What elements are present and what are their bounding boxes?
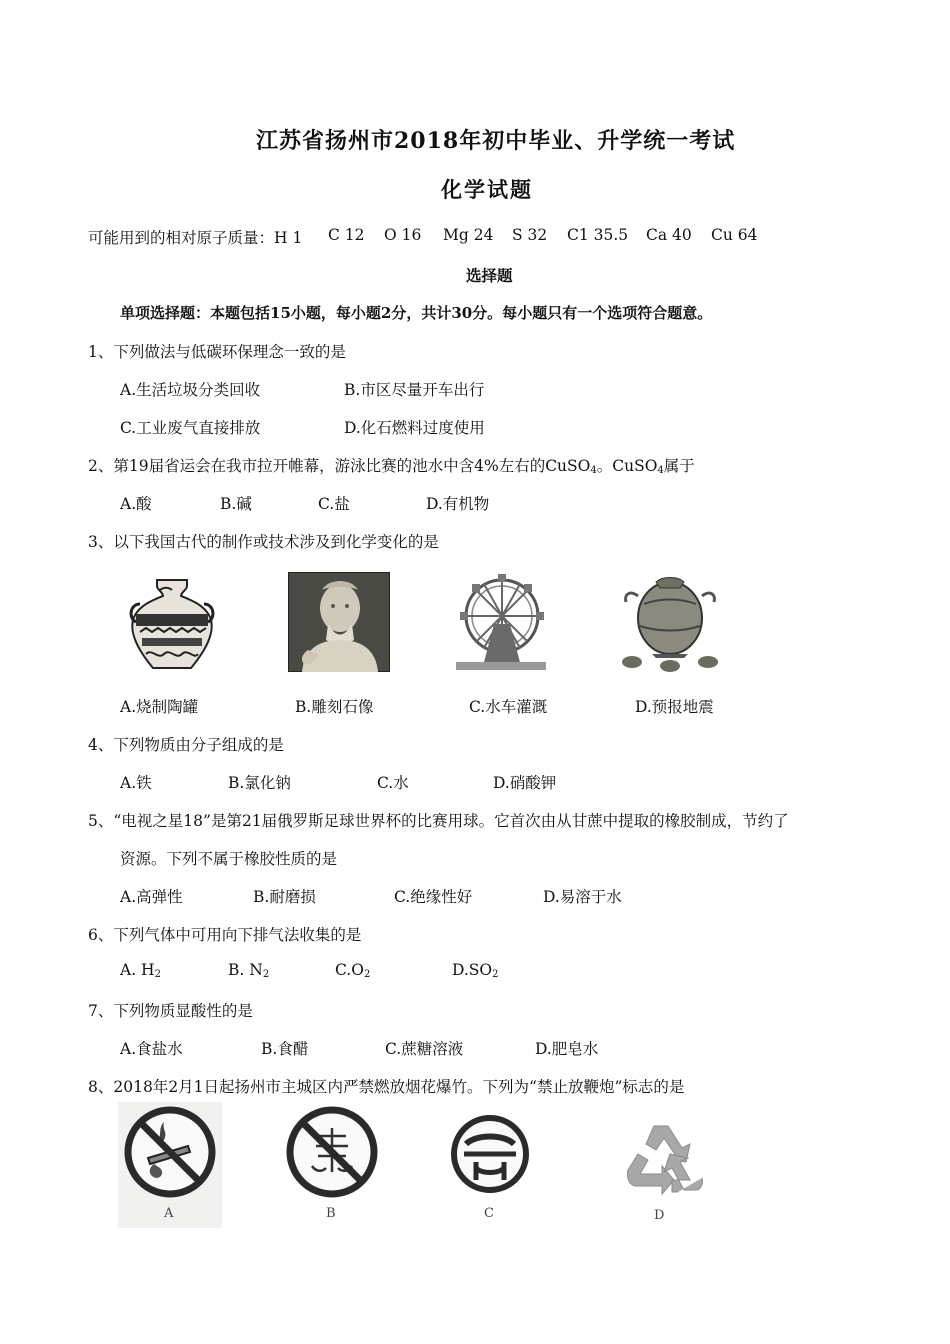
pottery-jar-icon xyxy=(122,574,222,674)
no-firecrackers-sign-icon xyxy=(282,1102,382,1228)
question-stem: “电视之星18”是第21届俄罗斯足球世界杯的比赛用球。它首次由从甘蔗中提取的橡胶制成，节约了 xyxy=(113,812,789,830)
q2-option-d: D.有机物 xyxy=(426,495,490,513)
q4-option-b: B.氯化钠 xyxy=(228,774,291,792)
question-4 xyxy=(88,733,284,755)
question-stem: 以下我国古代的制作或技术涉及到化学变化的是 xyxy=(113,533,439,551)
atomic-mass-cu: Cu 64 xyxy=(711,226,758,244)
question-8 xyxy=(88,1075,684,1097)
option-text: D.SO xyxy=(452,961,493,979)
atomic-mass-ca: Ca 40 xyxy=(646,226,692,244)
question-5-continued: 资源。下列不属于橡胶性质的是 xyxy=(120,850,338,868)
question-stem: 2018年2月1日起扬州市主城区内严禁燃放烟花爆竹。下列为“禁止放鞭炮”标志的是 xyxy=(113,1078,685,1096)
q7-option-a: A.食盐水 xyxy=(120,1040,183,1058)
question-5 xyxy=(88,809,789,831)
q1-option-d: D.化石燃料过度使用 xyxy=(344,419,485,437)
q6-option-b xyxy=(228,961,269,980)
question-stem: 第19届省运会在我市拉开帷幕，游泳比赛的池水中含4%左右的CuSO xyxy=(113,457,591,475)
q2-option-b: B.碱 xyxy=(220,495,252,513)
atomic-mass-mg: Mg 24 xyxy=(443,226,494,244)
exam-subtitle: 化学试题 xyxy=(441,177,533,202)
recycling-sign-icon xyxy=(618,1118,708,1228)
no-smoking-sign-icon xyxy=(118,1102,222,1228)
q4-option-a: A.铁 xyxy=(120,774,152,792)
atomic-mass-label: 可能用到的相对原子质量： xyxy=(88,229,275,247)
section-instruction: 单项选择题：本题包括15小题，每小题2分，共计30分。每小题只有一个选项符合题意。 xyxy=(120,304,713,322)
question-stem: 下列气体中可用向下排气法收集的是 xyxy=(113,926,362,944)
q5-option-a: A.高弹性 xyxy=(120,888,183,906)
question-number: 3、 xyxy=(88,533,114,551)
subscript: 2 xyxy=(262,969,270,980)
section-heading: 选择题 xyxy=(466,266,513,285)
subscript: 4 xyxy=(657,465,664,476)
q7-option-b: B.食醋 xyxy=(261,1040,309,1058)
water-saving-sign-icon xyxy=(448,1114,532,1228)
question-1 xyxy=(88,340,346,362)
sign-label: D xyxy=(654,1208,665,1223)
q5-option-b: B.耐磨损 xyxy=(253,888,316,906)
q3-option-d: D.预报地震 xyxy=(635,698,714,716)
question-stem-b: 。CuSO xyxy=(596,457,658,475)
sign-label: A xyxy=(164,1206,174,1221)
sign-label: B xyxy=(326,1206,336,1221)
q3-option-b: B.雕刻石像 xyxy=(295,698,374,716)
question-6 xyxy=(88,923,361,945)
seismograph-icon xyxy=(618,574,722,674)
subscript: 2 xyxy=(154,969,161,980)
option-text: C.O xyxy=(335,961,364,979)
subscript: 2 xyxy=(492,969,499,980)
question-3 xyxy=(88,530,439,552)
q1-option-c: C.工业废气直接排放 xyxy=(120,419,261,437)
question-number: 5、 xyxy=(88,812,114,830)
option-text: A. H xyxy=(120,961,155,979)
question-number: 2、 xyxy=(88,457,114,475)
q1-option-b: B.市区尽量开车出行 xyxy=(344,381,485,399)
question-number: 4、 xyxy=(88,736,114,754)
option-text: B. N xyxy=(228,961,263,979)
q2-option-c: C.盐 xyxy=(318,495,350,513)
atomic-mass-c: C 12 xyxy=(328,226,365,244)
q5-option-c: C.绝缘性好 xyxy=(394,888,473,906)
question-stem: 下列物质显酸性的是 xyxy=(113,1002,253,1020)
q1-option-a: A.生活垃圾分类回收 xyxy=(120,381,261,399)
q7-option-d: D.肥皂水 xyxy=(535,1040,599,1058)
q3-option-c: C.水车灌溉 xyxy=(469,698,548,716)
atomic-mass-cl: C1 35.5 xyxy=(567,226,629,244)
q6-option-a xyxy=(120,961,161,980)
subscript: 4 xyxy=(590,465,597,476)
stone-statue-icon xyxy=(288,572,390,672)
q6-option-d xyxy=(452,961,499,980)
q4-option-c: C.水 xyxy=(377,774,409,792)
q5-option-d: D.易溶于水 xyxy=(543,888,622,906)
atomic-mass-line xyxy=(88,226,302,248)
atomic-mass-h: H 1 xyxy=(274,229,303,247)
q6-option-c xyxy=(335,961,370,980)
question-number: 7、 xyxy=(88,1002,114,1020)
q3-option-a: A.烧制陶罐 xyxy=(120,698,199,716)
exam-title: 江苏省扬州市2018年初中毕业、升学统一考试 xyxy=(256,128,736,154)
question-number: 1、 xyxy=(88,343,114,361)
water-wheel-icon xyxy=(452,572,548,672)
q7-option-c: C.蔗糖溶液 xyxy=(385,1040,464,1058)
question-7 xyxy=(88,999,253,1021)
atomic-mass-s: S 32 xyxy=(512,226,548,244)
question-2 xyxy=(88,454,695,476)
question-stem-c: 属于 xyxy=(663,457,695,475)
question-stem: 下列做法与低碳环保理念一致的是 xyxy=(113,343,346,361)
subscript: 2 xyxy=(363,969,371,980)
question-number: 6、 xyxy=(88,926,114,944)
question-stem: 下列物质由分子组成的是 xyxy=(113,736,284,754)
q2-option-a: A.酸 xyxy=(120,495,152,513)
q4-option-d: D.硝酸钾 xyxy=(493,774,557,792)
question-number: 8、 xyxy=(88,1078,114,1096)
sign-label: C xyxy=(484,1206,494,1221)
atomic-mass-o: O 16 xyxy=(384,226,422,244)
